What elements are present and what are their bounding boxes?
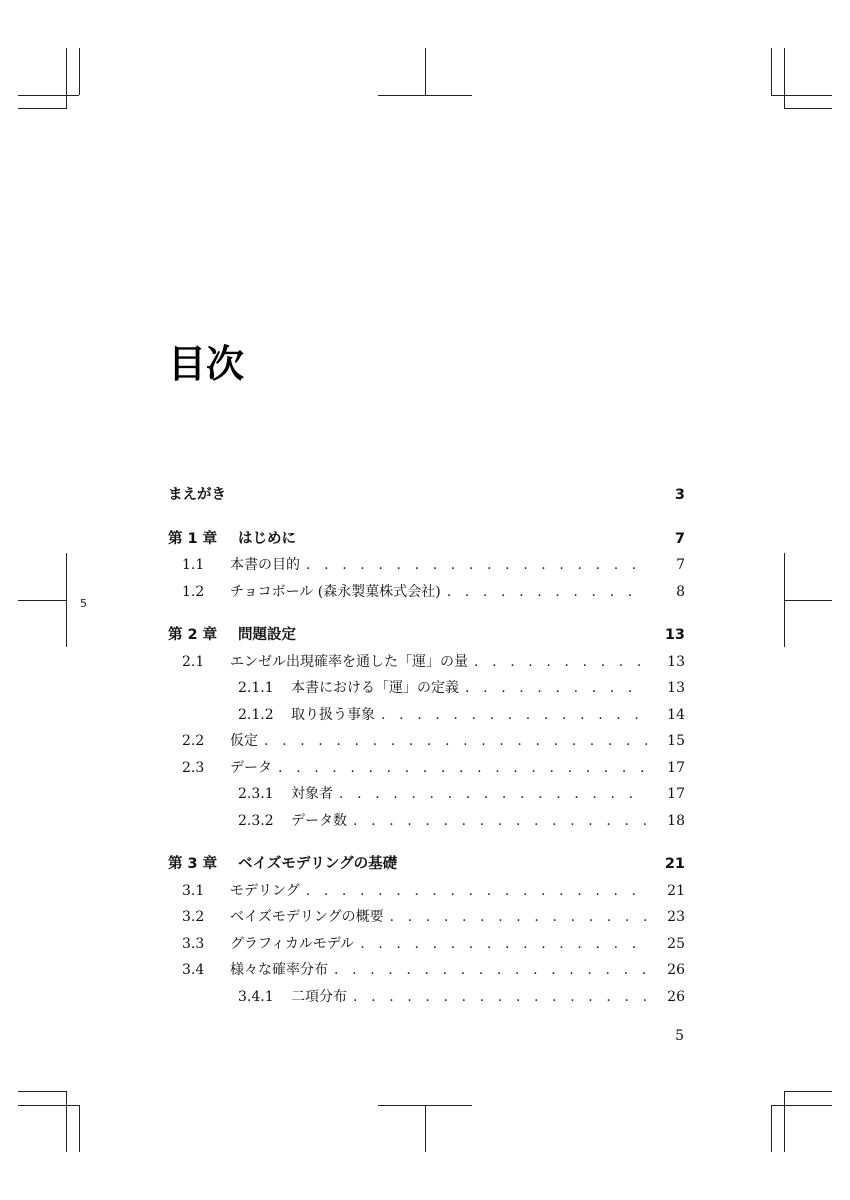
toc-entry-page: 14 bbox=[667, 706, 685, 723]
toc-entry-title: チョコボール (森永製菓株式会社) bbox=[230, 583, 441, 600]
dot-leader bbox=[339, 787, 647, 801]
crop-mark bbox=[425, 48, 426, 95]
toc-entry-page: 3 bbox=[674, 487, 685, 503]
crop-mark bbox=[784, 48, 785, 109]
crop-mark bbox=[18, 600, 66, 601]
section-number: 2.1 bbox=[182, 653, 205, 670]
dot-leader bbox=[474, 655, 647, 669]
toc-section-entry[interactable] bbox=[168, 884, 685, 911]
toc-entry-title: 問題設定 bbox=[238, 627, 296, 643]
toc-entry-page: 7 bbox=[674, 530, 685, 547]
toc-entry-page: 8 bbox=[676, 583, 685, 600]
toc-section-entry[interactable] bbox=[168, 585, 685, 612]
subsection-number: 2.3.2 bbox=[238, 812, 274, 829]
crop-mark bbox=[784, 1091, 832, 1092]
crop-mark bbox=[66, 1091, 67, 1152]
side-page-number: 5 bbox=[80, 597, 87, 610]
crop-mark bbox=[378, 95, 472, 96]
toc-entry-title: ベイズモデリングの基礎 bbox=[238, 856, 398, 872]
toc-entry-page: 25 bbox=[667, 935, 685, 952]
crop-mark bbox=[771, 95, 832, 96]
section-number: 2.2 bbox=[182, 733, 205, 749]
toc-entry-page: 21 bbox=[664, 856, 685, 872]
page-number: 5 bbox=[675, 1028, 684, 1044]
toc-entry-page: 15 bbox=[667, 733, 685, 749]
toc-subsection-entry[interactable] bbox=[168, 990, 685, 1017]
toc-entry-title: 取り扱う事象 bbox=[291, 706, 375, 723]
section-number: 3.1 bbox=[182, 882, 205, 899]
toc-subsection-entry[interactable] bbox=[168, 681, 685, 708]
dot-leader bbox=[390, 910, 647, 924]
page-title: 目次 bbox=[168, 342, 245, 386]
dot-leader bbox=[278, 761, 647, 775]
toc-entry-page: 23 bbox=[667, 909, 685, 925]
toc-entry-page: 18 bbox=[667, 812, 685, 829]
toc-entry-page: 13 bbox=[667, 680, 685, 696]
toc-entry-title: まえがき bbox=[168, 487, 226, 503]
crop-mark bbox=[18, 1091, 66, 1092]
section-number: 2.3 bbox=[182, 759, 205, 776]
toc-entry-page: 17 bbox=[667, 786, 685, 802]
toc-entry-title: はじめに bbox=[238, 530, 296, 547]
toc-section-entry[interactable] bbox=[168, 937, 685, 964]
toc-section-entry[interactable] bbox=[168, 558, 685, 585]
section-number: 3.2 bbox=[182, 909, 205, 925]
section-number: 3.4 bbox=[182, 962, 205, 978]
toc-section-entry[interactable] bbox=[168, 761, 685, 788]
crop-mark bbox=[784, 600, 832, 601]
toc-entry-title: データ bbox=[230, 759, 272, 776]
crop-mark bbox=[784, 1091, 785, 1152]
toc-entry-page: 21 bbox=[667, 882, 685, 899]
toc-entry-title: 二項分布 bbox=[291, 988, 347, 1005]
chapter-number: 第 2 章 bbox=[168, 627, 218, 643]
toc-section-entry[interactable] bbox=[168, 963, 685, 990]
dot-leader bbox=[447, 585, 647, 599]
toc-entry-page: 13 bbox=[664, 627, 685, 643]
toc-entry-title: グラフィカルモデル bbox=[230, 935, 355, 952]
toc-entry-title: エンゼル出現確率を通した「運」の量 bbox=[230, 653, 468, 670]
section-number: 1.2 bbox=[182, 583, 205, 600]
toc-entry-page: 13 bbox=[667, 653, 685, 670]
dot-leader bbox=[264, 734, 647, 748]
crop-mark bbox=[66, 553, 67, 647]
crop-mark bbox=[784, 108, 832, 109]
toc-entry-title: ベイズモデリングの概要 bbox=[230, 909, 384, 925]
toc-section-entry[interactable] bbox=[168, 734, 685, 761]
toc-section-entry[interactable] bbox=[168, 655, 685, 682]
subsection-number: 2.1.2 bbox=[238, 706, 274, 723]
chapter-number: 第 3 章 bbox=[168, 856, 218, 872]
toc-chapter-entry[interactable] bbox=[168, 532, 685, 559]
crop-mark bbox=[18, 95, 79, 96]
toc-subsection-entry[interactable] bbox=[168, 708, 685, 735]
crop-mark bbox=[425, 1105, 426, 1152]
crop-mark bbox=[771, 1105, 832, 1106]
toc-subsection-entry[interactable] bbox=[168, 814, 685, 841]
subsection-number: 2.1.1 bbox=[238, 680, 274, 696]
toc-entry-title: データ数 bbox=[291, 812, 347, 829]
crop-mark bbox=[66, 48, 67, 109]
dot-leader bbox=[353, 990, 647, 1004]
toc-entry-title: 対象者 bbox=[291, 786, 333, 802]
dot-leader bbox=[306, 884, 647, 898]
crop-mark bbox=[771, 48, 772, 95]
crop-mark bbox=[378, 1105, 472, 1106]
toc-entry-page: 7 bbox=[676, 557, 685, 573]
toc-entry-title: モデリング bbox=[230, 882, 300, 899]
toc-section-entry[interactable] bbox=[168, 910, 685, 937]
crop-mark bbox=[18, 1105, 79, 1106]
subsection-number: 3.4.1 bbox=[238, 988, 274, 1005]
crop-mark bbox=[79, 48, 80, 95]
subsection-number: 2.3.1 bbox=[238, 786, 274, 802]
toc-entry-title: 本書の目的 bbox=[230, 557, 300, 573]
chapter-number: 第 1 章 bbox=[168, 530, 218, 547]
toc-entry-title: 本書における「運」の定義 bbox=[291, 680, 459, 696]
toc-chapter-entry[interactable] bbox=[168, 857, 685, 884]
toc-entry-title: 仮定 bbox=[230, 733, 258, 749]
crop-mark bbox=[79, 1105, 80, 1152]
toc-chapter-entry[interactable] bbox=[168, 628, 685, 655]
dot-leader bbox=[334, 963, 647, 977]
table-of-contents bbox=[168, 488, 685, 1016]
section-number: 1.1 bbox=[182, 557, 205, 573]
toc-subsection-entry[interactable] bbox=[168, 787, 685, 814]
toc-entry-title: 様々な確率分布 bbox=[230, 962, 328, 978]
toc-preface-entry[interactable] bbox=[168, 488, 685, 515]
toc-entry-page: 26 bbox=[667, 988, 685, 1005]
crop-mark bbox=[18, 108, 66, 109]
dot-leader bbox=[381, 708, 647, 722]
dot-leader bbox=[465, 681, 647, 695]
dot-leader bbox=[353, 814, 647, 828]
toc-entry-page: 17 bbox=[667, 759, 685, 776]
section-number: 3.3 bbox=[182, 935, 205, 952]
dot-leader bbox=[360, 937, 647, 951]
toc-entry-page: 26 bbox=[667, 962, 685, 978]
crop-mark bbox=[771, 1105, 772, 1152]
dot-leader bbox=[306, 558, 647, 572]
